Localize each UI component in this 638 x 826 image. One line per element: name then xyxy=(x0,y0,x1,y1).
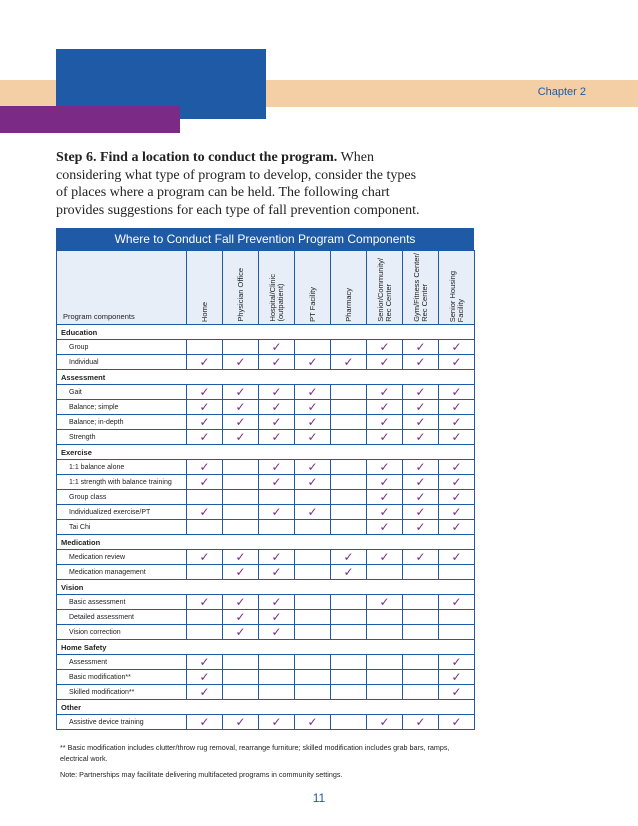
table-row xyxy=(57,460,475,475)
check-mark: ✓ xyxy=(259,550,295,565)
empty-cell xyxy=(367,670,403,685)
check-mark: ✓ xyxy=(403,715,439,730)
empty-cell xyxy=(187,340,223,355)
category-label: Home Safety xyxy=(57,640,475,655)
empty-cell xyxy=(187,610,223,625)
table-row xyxy=(57,625,475,640)
empty-cell xyxy=(403,655,439,670)
column-header-label: Senior/Community/ Rec Center xyxy=(375,258,393,322)
empty-cell xyxy=(331,460,367,475)
empty-cell xyxy=(223,520,259,535)
partnership-note: Note: Partnerships may facilitate delivering multifaceted programs in community settings. xyxy=(60,770,343,779)
empty-cell xyxy=(331,400,367,415)
column-header xyxy=(439,251,475,325)
check-mark: ✓ xyxy=(259,460,295,475)
table-row xyxy=(57,610,475,625)
check-mark: ✓ xyxy=(367,490,403,505)
check-mark: ✓ xyxy=(439,475,475,490)
check-mark: ✓ xyxy=(223,715,259,730)
table-row xyxy=(57,655,475,670)
check-mark: ✓ xyxy=(403,490,439,505)
empty-cell xyxy=(223,655,259,670)
empty-cell xyxy=(223,670,259,685)
empty-cell xyxy=(295,625,331,640)
footnote: ** Basic modification includes clutter/throw rug removal, rearrange furniture; skilled modification includes grab bars, ramps, electrical work. xyxy=(60,743,450,763)
check-mark: ✓ xyxy=(439,685,475,700)
check-mark: ✓ xyxy=(439,655,475,670)
check-mark: ✓ xyxy=(439,460,475,475)
check-mark: ✓ xyxy=(403,415,439,430)
header-row xyxy=(57,251,475,325)
check-mark: ✓ xyxy=(403,505,439,520)
check-mark: ✓ xyxy=(367,340,403,355)
check-mark: ✓ xyxy=(403,340,439,355)
check-mark: ✓ xyxy=(331,355,367,370)
empty-cell xyxy=(331,685,367,700)
check-mark: ✓ xyxy=(187,430,223,445)
empty-cell xyxy=(331,385,367,400)
row-label: Group xyxy=(57,340,187,355)
check-mark: ✓ xyxy=(187,550,223,565)
program-table xyxy=(56,228,474,730)
column-header xyxy=(367,251,403,325)
empty-cell xyxy=(403,625,439,640)
row-label: Skilled modification** xyxy=(57,685,187,700)
check-mark: ✓ xyxy=(295,475,331,490)
chapter-label: Chapter 2 xyxy=(537,86,586,98)
column-header-label: Senior Housing Facility xyxy=(447,270,465,322)
row-label: Assessment xyxy=(57,655,187,670)
category-row xyxy=(57,700,475,715)
check-mark: ✓ xyxy=(187,505,223,520)
empty-cell xyxy=(367,610,403,625)
table-row xyxy=(57,400,475,415)
check-mark: ✓ xyxy=(295,355,331,370)
check-mark: ✓ xyxy=(223,625,259,640)
check-mark: ✓ xyxy=(331,565,367,580)
category-label: Exercise xyxy=(57,445,475,460)
check-mark: ✓ xyxy=(403,520,439,535)
empty-cell xyxy=(259,490,295,505)
empty-cell xyxy=(331,340,367,355)
row-label: Gait xyxy=(57,385,187,400)
empty-cell xyxy=(331,655,367,670)
empty-cell xyxy=(403,685,439,700)
check-mark: ✓ xyxy=(223,430,259,445)
check-mark: ✓ xyxy=(403,430,439,445)
column-header xyxy=(331,251,367,325)
check-mark: ✓ xyxy=(403,385,439,400)
check-mark: ✓ xyxy=(187,460,223,475)
empty-cell xyxy=(187,625,223,640)
empty-cell xyxy=(331,475,367,490)
row-label: Detailed assessment xyxy=(57,610,187,625)
empty-cell xyxy=(331,670,367,685)
table-row xyxy=(57,550,475,565)
row-label: Basic modification** xyxy=(57,670,187,685)
check-mark: ✓ xyxy=(439,715,475,730)
check-mark: ✓ xyxy=(187,670,223,685)
check-mark: ✓ xyxy=(259,565,295,580)
check-mark: ✓ xyxy=(403,550,439,565)
empty-cell xyxy=(223,685,259,700)
check-mark: ✓ xyxy=(367,430,403,445)
check-mark: ✓ xyxy=(439,400,475,415)
category-label: Vision xyxy=(57,580,475,595)
check-mark: ✓ xyxy=(367,415,403,430)
empty-cell xyxy=(223,505,259,520)
empty-cell xyxy=(295,340,331,355)
check-mark: ✓ xyxy=(367,460,403,475)
empty-cell xyxy=(331,595,367,610)
check-mark: ✓ xyxy=(223,385,259,400)
empty-cell xyxy=(331,520,367,535)
check-mark: ✓ xyxy=(295,430,331,445)
empty-cell xyxy=(223,340,259,355)
check-mark: ✓ xyxy=(187,400,223,415)
check-mark: ✓ xyxy=(403,460,439,475)
check-mark: ✓ xyxy=(295,715,331,730)
category-row xyxy=(57,370,475,385)
intro-text: When considering what type of program to develop, consider the types of places where a program can be held. The following chart provides suggestions for each type of fall prevention component. xyxy=(56,150,420,218)
check-mark: ✓ xyxy=(259,430,295,445)
empty-cell xyxy=(295,490,331,505)
check-mark: ✓ xyxy=(187,355,223,370)
empty-cell xyxy=(223,490,259,505)
check-mark: ✓ xyxy=(439,355,475,370)
empty-cell xyxy=(187,520,223,535)
row-label: 1:1 balance alone xyxy=(57,460,187,475)
row-label: Group class xyxy=(57,490,187,505)
check-mark: ✓ xyxy=(187,385,223,400)
column-header-label: Gym/Fitness Center/ Rec Center xyxy=(411,253,429,322)
check-mark: ✓ xyxy=(367,520,403,535)
table-row xyxy=(57,520,475,535)
row-label: Basic assessment xyxy=(57,595,187,610)
category-row xyxy=(57,535,475,550)
check-mark: ✓ xyxy=(295,460,331,475)
empty-cell xyxy=(223,460,259,475)
empty-cell xyxy=(331,415,367,430)
table-row xyxy=(57,505,475,520)
empty-cell xyxy=(331,490,367,505)
empty-cell xyxy=(331,625,367,640)
table-row xyxy=(57,685,475,700)
category-row xyxy=(57,325,475,340)
check-mark: ✓ xyxy=(187,595,223,610)
row-label: Tai Chi xyxy=(57,520,187,535)
empty-cell xyxy=(403,565,439,580)
check-mark: ✓ xyxy=(367,385,403,400)
column-header-label: Home xyxy=(199,301,209,322)
category-row xyxy=(57,580,475,595)
check-mark: ✓ xyxy=(439,520,475,535)
empty-cell xyxy=(439,565,475,580)
empty-cell xyxy=(295,655,331,670)
check-mark: ✓ xyxy=(295,415,331,430)
check-mark: ✓ xyxy=(187,655,223,670)
category-row xyxy=(57,640,475,655)
column-header xyxy=(187,251,223,325)
empty-cell xyxy=(259,685,295,700)
check-mark: ✓ xyxy=(367,355,403,370)
table-row xyxy=(57,670,475,685)
check-mark: ✓ xyxy=(367,715,403,730)
table-row xyxy=(57,430,475,445)
check-mark: ✓ xyxy=(367,550,403,565)
table-row xyxy=(57,565,475,580)
check-mark: ✓ xyxy=(439,490,475,505)
column-header-program-components: Program components xyxy=(57,251,187,325)
check-mark: ✓ xyxy=(295,385,331,400)
check-mark: ✓ xyxy=(223,565,259,580)
check-mark: ✓ xyxy=(367,475,403,490)
row-label: 1:1 strength with balance training xyxy=(57,475,187,490)
check-mark: ✓ xyxy=(187,415,223,430)
table-notes xyxy=(60,742,470,780)
empty-cell xyxy=(295,520,331,535)
check-mark: ✓ xyxy=(259,415,295,430)
check-mark: ✓ xyxy=(223,415,259,430)
check-mark: ✓ xyxy=(223,400,259,415)
check-mark: ✓ xyxy=(187,475,223,490)
column-header-label: Physician Office xyxy=(235,268,245,322)
check-mark: ✓ xyxy=(259,475,295,490)
check-mark: ✓ xyxy=(367,595,403,610)
empty-cell xyxy=(295,670,331,685)
check-mark: ✓ xyxy=(331,550,367,565)
empty-cell xyxy=(403,610,439,625)
category-label: Other xyxy=(57,700,475,715)
check-mark: ✓ xyxy=(439,550,475,565)
row-label: Individualized exercise/PT xyxy=(57,505,187,520)
step-heading: Step 6. Find a location to conduct the program. xyxy=(56,150,338,165)
table-row xyxy=(57,415,475,430)
empty-cell xyxy=(439,625,475,640)
row-label: Medication review xyxy=(57,550,187,565)
check-mark: ✓ xyxy=(223,550,259,565)
table-row xyxy=(57,355,475,370)
check-mark: ✓ xyxy=(259,385,295,400)
check-mark: ✓ xyxy=(403,355,439,370)
row-label: Vision correction xyxy=(57,625,187,640)
row-label: Assistive device training xyxy=(57,715,187,730)
table-row xyxy=(57,715,475,730)
column-header-label: Pharmacy xyxy=(343,288,353,322)
category-label: Assessment xyxy=(57,370,475,385)
check-mark: ✓ xyxy=(187,715,223,730)
program-grid xyxy=(56,250,475,730)
check-mark: ✓ xyxy=(439,505,475,520)
table-row xyxy=(57,490,475,505)
row-label: Balance; in-depth xyxy=(57,415,187,430)
category-row xyxy=(57,445,475,460)
check-mark: ✓ xyxy=(439,340,475,355)
empty-cell xyxy=(187,490,223,505)
check-mark: ✓ xyxy=(223,595,259,610)
table-row xyxy=(57,475,475,490)
check-mark: ✓ xyxy=(259,625,295,640)
category-label: Medication xyxy=(57,535,475,550)
check-mark: ✓ xyxy=(259,595,295,610)
empty-cell xyxy=(295,550,331,565)
column-header xyxy=(295,251,331,325)
check-mark: ✓ xyxy=(295,400,331,415)
empty-cell xyxy=(367,625,403,640)
column-header-label: PT Facility xyxy=(307,287,317,322)
table-row xyxy=(57,340,475,355)
check-mark: ✓ xyxy=(223,610,259,625)
empty-cell xyxy=(259,655,295,670)
column-header xyxy=(259,251,295,325)
empty-cell xyxy=(295,610,331,625)
check-mark: ✓ xyxy=(259,340,295,355)
table-row xyxy=(57,385,475,400)
check-mark: ✓ xyxy=(295,505,331,520)
check-mark: ✓ xyxy=(439,430,475,445)
check-mark: ✓ xyxy=(259,355,295,370)
empty-cell xyxy=(187,565,223,580)
empty-cell xyxy=(367,655,403,670)
column-header xyxy=(223,251,259,325)
check-mark: ✓ xyxy=(439,670,475,685)
check-mark: ✓ xyxy=(259,715,295,730)
empty-cell xyxy=(259,520,295,535)
check-mark: ✓ xyxy=(439,595,475,610)
table-row xyxy=(57,595,475,610)
empty-cell xyxy=(295,565,331,580)
empty-cell xyxy=(331,505,367,520)
empty-cell xyxy=(295,685,331,700)
empty-cell xyxy=(367,565,403,580)
column-header xyxy=(403,251,439,325)
empty-cell xyxy=(259,670,295,685)
check-mark: ✓ xyxy=(403,400,439,415)
empty-cell xyxy=(439,610,475,625)
column-header-label: Hospital/Clinic (outpatient) xyxy=(267,274,285,322)
row-label: Medication management xyxy=(57,565,187,580)
check-mark: ✓ xyxy=(223,355,259,370)
check-mark: ✓ xyxy=(259,400,295,415)
check-mark: ✓ xyxy=(439,415,475,430)
empty-cell xyxy=(331,610,367,625)
check-mark: ✓ xyxy=(187,685,223,700)
check-mark: ✓ xyxy=(259,505,295,520)
empty-cell xyxy=(223,475,259,490)
row-label: Balance; simple xyxy=(57,400,187,415)
row-label: Individual xyxy=(57,355,187,370)
check-mark: ✓ xyxy=(403,475,439,490)
row-label: Strength xyxy=(57,430,187,445)
category-label: Education xyxy=(57,325,475,340)
check-mark: ✓ xyxy=(439,385,475,400)
check-mark: ✓ xyxy=(367,505,403,520)
page-number: 11 xyxy=(312,791,326,805)
purple-decor-bar xyxy=(0,106,180,133)
empty-cell xyxy=(403,595,439,610)
intro-paragraph xyxy=(56,149,421,219)
table-title: Where to Conduct Fall Prevention Program Components xyxy=(56,228,474,250)
empty-cell xyxy=(331,715,367,730)
empty-cell xyxy=(331,430,367,445)
check-mark: ✓ xyxy=(259,610,295,625)
check-mark: ✓ xyxy=(367,400,403,415)
empty-cell xyxy=(367,685,403,700)
empty-cell xyxy=(295,595,331,610)
empty-cell xyxy=(403,670,439,685)
